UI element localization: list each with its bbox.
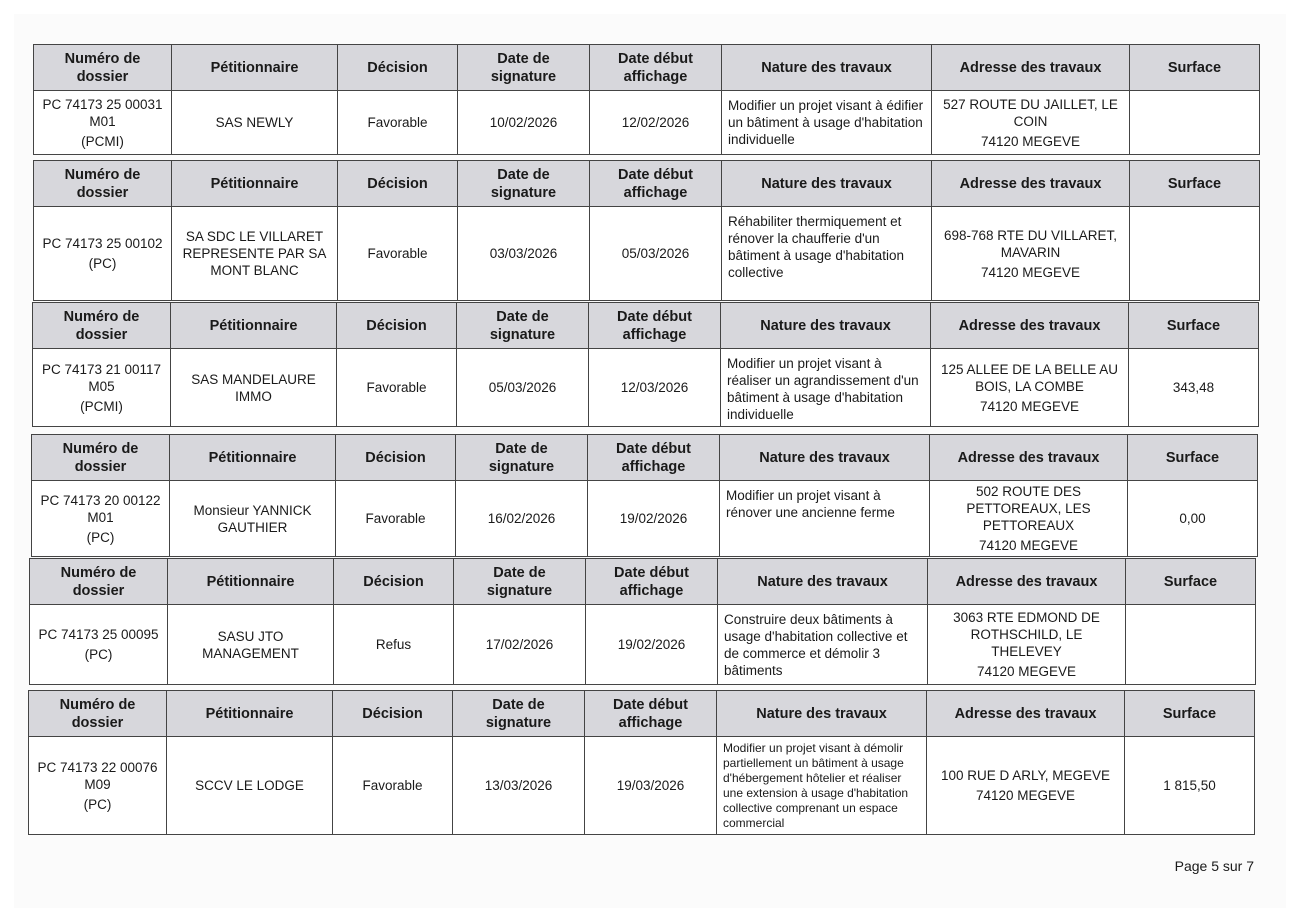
nature-cell: Modifier un projet visant à démolir partiellement un bâtiment à usage d'hébergement hôtelier et réaliser une extension à usage d'habitation collective comprenant un espace commercial bbox=[717, 737, 927, 835]
header-surface: Surface bbox=[1128, 435, 1258, 481]
header-nature: Nature des travaux bbox=[718, 559, 928, 605]
table-row bbox=[32, 481, 1258, 557]
decision-cell: Favorable bbox=[336, 481, 456, 557]
header-adresse: Adresse des travaux bbox=[932, 161, 1130, 207]
petitionnaire-cell: SAS NEWLY bbox=[172, 91, 338, 155]
adresse-street: 698-768 RTE DU VILLARET, MAVARIN bbox=[943, 227, 1118, 260]
header-petitionnaire: Pétitionnaire bbox=[168, 559, 334, 605]
header-decision: Décision bbox=[336, 435, 456, 481]
permit-table bbox=[33, 44, 1260, 155]
header-petitionnaire: Pétitionnaire bbox=[172, 161, 338, 207]
header-date-affichage: Date début affichage bbox=[590, 45, 722, 91]
header-date-signature: Date de signature bbox=[458, 45, 590, 91]
date-affichage-cell: 19/03/2026 bbox=[585, 737, 717, 835]
adresse-street: 502 ROUTE DES PETTOREAUX, LES PETTOREAUX bbox=[966, 484, 1091, 533]
date-affichage-cell: 19/02/2026 bbox=[586, 605, 718, 685]
surface-cell: 343,48 bbox=[1129, 349, 1259, 427]
adresse-city: 74120 MEGEVE bbox=[976, 664, 1077, 679]
header-date-affichage: Date début affichage bbox=[586, 559, 718, 605]
header-adresse: Adresse des travaux bbox=[931, 303, 1129, 349]
header-decision: Décision bbox=[337, 303, 457, 349]
permit-table bbox=[29, 558, 1256, 685]
header-decision: Décision bbox=[338, 45, 458, 91]
header-adresse: Adresse des travaux bbox=[927, 691, 1125, 737]
surface-cell: 0,00 bbox=[1128, 481, 1258, 557]
adresse-street: 527 ROUTE DU JAILLET, LE COIN bbox=[943, 96, 1118, 129]
adresse-city: 74120 MEGEVE bbox=[979, 398, 1080, 414]
adresse-street: 100 RUE D ARLY, MEGEVE bbox=[940, 768, 1111, 783]
adresse-cell bbox=[930, 481, 1128, 557]
decision-cell: Favorable bbox=[338, 91, 458, 155]
decision-cell: Favorable bbox=[338, 207, 458, 301]
date-signature-cell: 10/02/2026 bbox=[458, 91, 590, 155]
adresse-street: 125 ALLEE DE LA BELLE AU BOIS, LA COMBE bbox=[940, 361, 1119, 394]
table-row bbox=[34, 91, 1260, 155]
adresse-city: 74120 MEGEVE bbox=[980, 264, 1081, 280]
header-nature: Nature des travaux bbox=[721, 303, 931, 349]
dossier-number: PC 74173 25 00095 bbox=[38, 627, 159, 642]
dossier-type: (PC) bbox=[88, 256, 117, 271]
header-decision: Décision bbox=[333, 691, 453, 737]
date-affichage-cell: 12/03/2026 bbox=[589, 349, 721, 427]
surface-cell bbox=[1130, 207, 1260, 301]
decision-cell: Refus bbox=[334, 605, 454, 685]
header-surface: Surface bbox=[1129, 303, 1259, 349]
table-header-row bbox=[32, 435, 1258, 481]
header-numero: Numéro de dossier bbox=[34, 161, 172, 207]
header-petitionnaire: Pétitionnaire bbox=[171, 303, 337, 349]
dossier-cell bbox=[30, 605, 168, 685]
page-number: Page 5 sur 7 bbox=[1174, 858, 1254, 874]
permit-table bbox=[33, 160, 1260, 301]
header-adresse: Adresse des travaux bbox=[932, 45, 1130, 91]
header-decision: Décision bbox=[334, 559, 454, 605]
date-signature-cell: 17/02/2026 bbox=[454, 605, 586, 685]
dossier-type: (PC) bbox=[86, 529, 115, 545]
header-numero: Numéro de dossier bbox=[32, 435, 170, 481]
header-decision: Décision bbox=[338, 161, 458, 207]
decision-cell: Favorable bbox=[337, 349, 457, 427]
header-surface: Surface bbox=[1130, 45, 1260, 91]
table-row bbox=[34, 207, 1260, 301]
permit-table bbox=[32, 302, 1259, 427]
adresse-cell bbox=[932, 207, 1130, 301]
table-row bbox=[33, 349, 1259, 427]
header-date-signature: Date de signature bbox=[457, 303, 589, 349]
header-surface: Surface bbox=[1125, 691, 1255, 737]
header-petitionnaire: Pétitionnaire bbox=[170, 435, 336, 481]
dossier-type: (PC) bbox=[83, 796, 112, 812]
table-header-row bbox=[34, 45, 1260, 91]
nature-cell: Modifier un projet visant à édifier un bâtiment à usage d'habitation individuelle bbox=[722, 91, 932, 155]
header-adresse: Adresse des travaux bbox=[930, 435, 1128, 481]
header-nature: Nature des travaux bbox=[720, 435, 930, 481]
header-date-signature: Date de signature bbox=[454, 559, 586, 605]
header-petitionnaire: Pétitionnaire bbox=[167, 691, 333, 737]
dossier-number: PC 74173 22 00076 M09 bbox=[37, 759, 158, 792]
adresse-city: 74120 MEGEVE bbox=[980, 133, 1081, 149]
dossier-number: PC 74173 25 00031 M01 bbox=[42, 96, 163, 129]
header-numero: Numéro de dossier bbox=[33, 303, 171, 349]
dossier-cell bbox=[32, 481, 170, 557]
header-date-signature: Date de signature bbox=[453, 691, 585, 737]
petitionnaire-cell: SA SDC LE VILLARET REPRESENTE PAR SA MONT BLANC bbox=[172, 207, 338, 301]
header-date-affichage: Date début affichage bbox=[588, 435, 720, 481]
header-date-affichage: Date début affichage bbox=[589, 303, 721, 349]
header-nature: Nature des travaux bbox=[717, 691, 927, 737]
date-affichage-cell: 12/02/2026 bbox=[590, 91, 722, 155]
decision-cell: Favorable bbox=[333, 737, 453, 835]
header-petitionnaire: Pétitionnaire bbox=[172, 45, 338, 91]
dossier-cell bbox=[34, 207, 172, 301]
nature-cell: Réhabiliter thermiquement et rénover la chaufferie d'un bâtiment à usage d'habitation collective bbox=[722, 207, 932, 301]
header-surface: Surface bbox=[1126, 559, 1256, 605]
date-signature-cell: 16/02/2026 bbox=[456, 481, 588, 557]
header-date-signature: Date de signature bbox=[458, 161, 590, 207]
adresse-cell bbox=[928, 605, 1126, 685]
header-date-affichage: Date début affichage bbox=[590, 161, 722, 207]
adresse-cell bbox=[927, 737, 1125, 835]
header-date-affichage: Date début affichage bbox=[585, 691, 717, 737]
adresse-city: 74120 MEGEVE bbox=[975, 788, 1076, 803]
table-row bbox=[30, 605, 1256, 685]
table-header-row bbox=[34, 161, 1260, 207]
header-numero: Numéro de dossier bbox=[30, 559, 168, 605]
table-header-row bbox=[30, 559, 1256, 605]
header-surface: Surface bbox=[1130, 161, 1260, 207]
dossier-number: PC 74173 25 00102 bbox=[42, 236, 163, 251]
dossier-cell bbox=[33, 349, 171, 427]
petitionnaire-cell: SAS MANDELAURE IMMO bbox=[171, 349, 337, 427]
date-signature-cell: 13/03/2026 bbox=[453, 737, 585, 835]
permit-table bbox=[31, 434, 1258, 557]
header-numero: Numéro de dossier bbox=[34, 45, 172, 91]
permit-table bbox=[28, 690, 1255, 835]
dossier-cell bbox=[34, 91, 172, 155]
nature-cell: Construire deux bâtiments à usage d'habitation collective et de commerce et démolir 3 bâtiments bbox=[718, 605, 928, 685]
header-nature: Nature des travaux bbox=[722, 45, 932, 91]
date-signature-cell: 05/03/2026 bbox=[457, 349, 589, 427]
header-date-signature: Date de signature bbox=[456, 435, 588, 481]
surface-cell bbox=[1126, 605, 1256, 685]
table-header-row bbox=[29, 691, 1255, 737]
adresse-cell bbox=[932, 91, 1130, 155]
header-nature: Nature des travaux bbox=[722, 161, 932, 207]
dossier-type: (PCMI) bbox=[80, 398, 123, 414]
header-adresse: Adresse des travaux bbox=[928, 559, 1126, 605]
dossier-number: PC 74173 20 00122 M01 bbox=[40, 492, 161, 525]
dossier-cell bbox=[29, 737, 167, 835]
table-row bbox=[29, 737, 1255, 835]
nature-cell: Modifier un projet visant à rénover une ancienne ferme bbox=[720, 481, 930, 557]
header-numero: Numéro de dossier bbox=[29, 691, 167, 737]
dossier-type: (PCMI) bbox=[81, 133, 124, 149]
surface-cell bbox=[1130, 91, 1260, 155]
adresse-city: 74120 MEGEVE bbox=[978, 538, 1079, 553]
table-header-row bbox=[33, 303, 1259, 349]
adresse-street: 3063 RTE EDMOND DE ROTHSCHILD, LE THELEVEY bbox=[953, 610, 1100, 659]
petitionnaire-cell: SASU JTO MANAGEMENT bbox=[168, 605, 334, 685]
surface-cell: 1 815,50 bbox=[1125, 737, 1255, 835]
date-signature-cell: 03/03/2026 bbox=[458, 207, 590, 301]
nature-cell: Modifier un projet visant à réaliser un agrandissement d'un bâtiment à usage d'habitation individuelle bbox=[721, 349, 931, 427]
date-affichage-cell: 19/02/2026 bbox=[588, 481, 720, 557]
petitionnaire-cell: Monsieur YANNICK GAUTHIER bbox=[170, 481, 336, 557]
petitionnaire-cell: SCCV LE LODGE bbox=[167, 737, 333, 835]
dossier-type: (PC) bbox=[84, 647, 113, 662]
date-affichage-cell: 05/03/2026 bbox=[590, 207, 722, 301]
adresse-cell bbox=[931, 349, 1129, 427]
dossier-number: PC 74173 21 00117 M05 bbox=[41, 361, 162, 394]
